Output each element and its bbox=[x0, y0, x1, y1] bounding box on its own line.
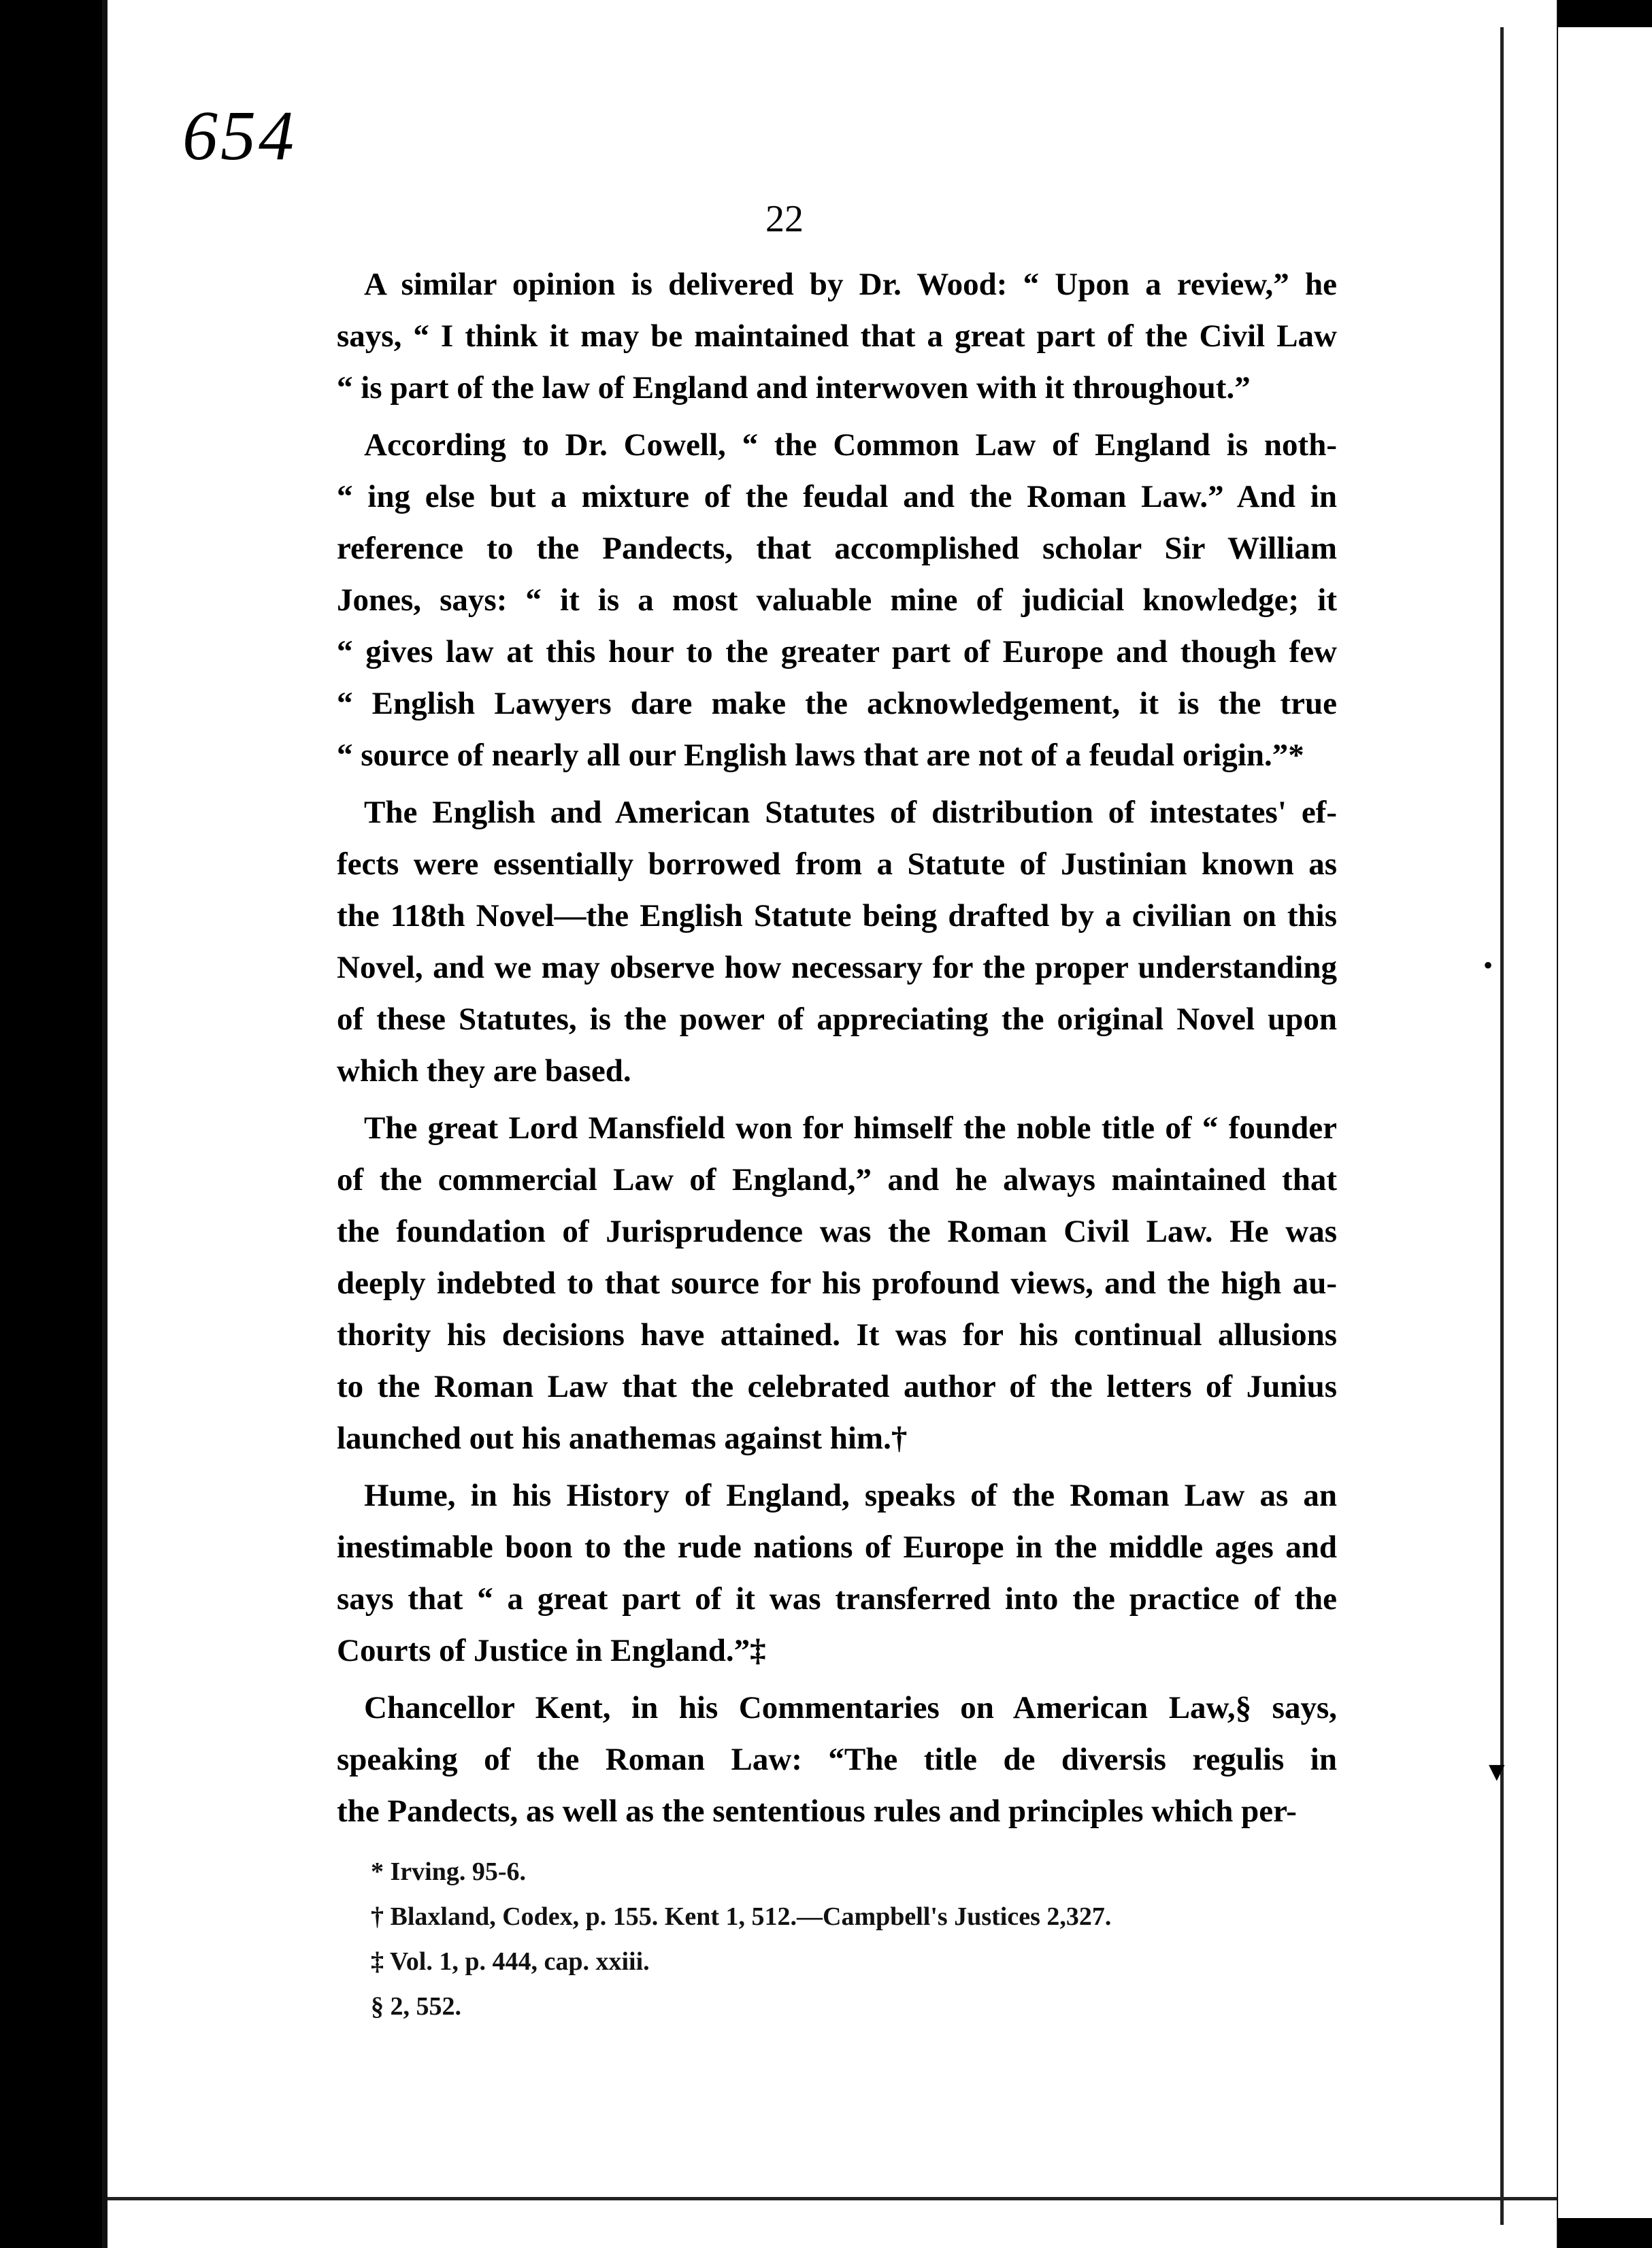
paragraph bbox=[337, 419, 1337, 781]
text-line: According to Dr. Cowell, “ the Common Law of England is noth- bbox=[364, 427, 1337, 463]
handwritten-folio-mark: 654 bbox=[182, 97, 297, 175]
text-line: inestimable boon to the rude nations of Europe in the middle ages and bbox=[337, 1530, 1337, 1565]
text-line: the 118th Novel—the English Statute being drafted by a civilian on this bbox=[337, 898, 1337, 933]
text-line: which they are based. bbox=[337, 1053, 631, 1089]
text-line: the foundation of Jurisprudence was the Roman Civil Law. He was bbox=[337, 1214, 1337, 1249]
text-line: A similar opinion is delivered by Dr. Wood: “ Upon a review,” he bbox=[364, 267, 1337, 302]
text-line: “ gives law at this hour to the greater part of Europe and though few bbox=[337, 634, 1337, 670]
paragraph bbox=[337, 259, 1337, 414]
text-line: reference to the Pandects, that accomplished scholar Sir William bbox=[337, 531, 1337, 566]
body-text bbox=[337, 259, 1337, 1842]
text-line: “ ing else but a mixture of the feudal and the Roman Law.” And in bbox=[337, 479, 1337, 514]
text-line: to the Roman Law that the celebrated author of the letters of Junius bbox=[337, 1369, 1337, 1404]
text-line: says, “ I think it may be maintained that a great part of the Civil Law bbox=[337, 318, 1337, 354]
text-line: speaking of the Roman Law: “The title de diversis regulis in bbox=[337, 1742, 1337, 1777]
paragraph bbox=[337, 1682, 1337, 1837]
text-line: launched out his anathemas against him.† bbox=[337, 1421, 908, 1456]
text-line: deeply indebted to that source for his profound views, and the high au- bbox=[337, 1266, 1337, 1301]
margin-arrow-mark: ▼ bbox=[1483, 1756, 1510, 1787]
text-line: of the commercial Law of England,” and he always maintained that bbox=[337, 1162, 1337, 1197]
text-line: The English and American Statutes of distribution of intestates' ef- bbox=[364, 795, 1337, 830]
text-line: says that “ a great part of it was transferred into the practice of the bbox=[337, 1581, 1337, 1617]
paragraph bbox=[337, 1102, 1337, 1464]
paragraph bbox=[337, 1470, 1337, 1676]
footnote: ‡ Vol. 1, p. 444, cap. xxiii. bbox=[371, 1947, 650, 1976]
text-line: thority his decisions have attained. It was for his continual allusions bbox=[337, 1317, 1337, 1353]
footnotes bbox=[371, 1849, 1111, 2029]
footnote: § 2, 552. bbox=[371, 1992, 461, 2021]
text-line: Jones, says: “ it is a most valuable mine of judicial knowledge; it bbox=[337, 582, 1337, 618]
gutter-line bbox=[1500, 27, 1504, 2225]
margin-dot-mark: • bbox=[1483, 950, 1493, 980]
text-line: Chancellor Kent, in his Commentaries on American Law,§ says, bbox=[364, 1690, 1337, 1725]
text-line: “ source of nearly all our English laws that are not of a feudal origin.”* bbox=[337, 738, 1304, 773]
text-line: “ is part of the law of England and interwoven with it throughout.” bbox=[337, 370, 1251, 406]
text-line: The great Lord Mansfield won for himself the noble title of “ founder bbox=[364, 1110, 1337, 1146]
footnote: * Irving. 95-6. bbox=[371, 1857, 526, 1886]
adjacent-page-strip bbox=[1558, 27, 1652, 2218]
paragraph bbox=[337, 787, 1337, 1097]
page-number: 22 bbox=[765, 198, 804, 240]
text-line: Courts of Justice in England.”‡ bbox=[337, 1633, 766, 1668]
page-bottom-edge bbox=[108, 2197, 1557, 2200]
text-line: fects were essentially borrowed from a Statute of Justinian known as bbox=[337, 846, 1337, 882]
text-line: Hume, in his History of England, speaks of the Roman Law as an bbox=[364, 1478, 1337, 1513]
text-line: the Pandects, as well as the sententious rules and principles which per- bbox=[337, 1794, 1297, 1829]
text-line: “ English Lawyers dare make the acknowledgement, it is the true bbox=[337, 686, 1337, 721]
text-line: of these Statutes, is the power of appreciating the original Novel upon bbox=[337, 1002, 1337, 1037]
text-line: Novel, and we may observe how necessary for the proper understanding bbox=[337, 950, 1337, 985]
footnote: † Blaxland, Codex, p. 155. Kent 1, 512.—Campbell's Justices 2,327. bbox=[371, 1902, 1112, 1931]
